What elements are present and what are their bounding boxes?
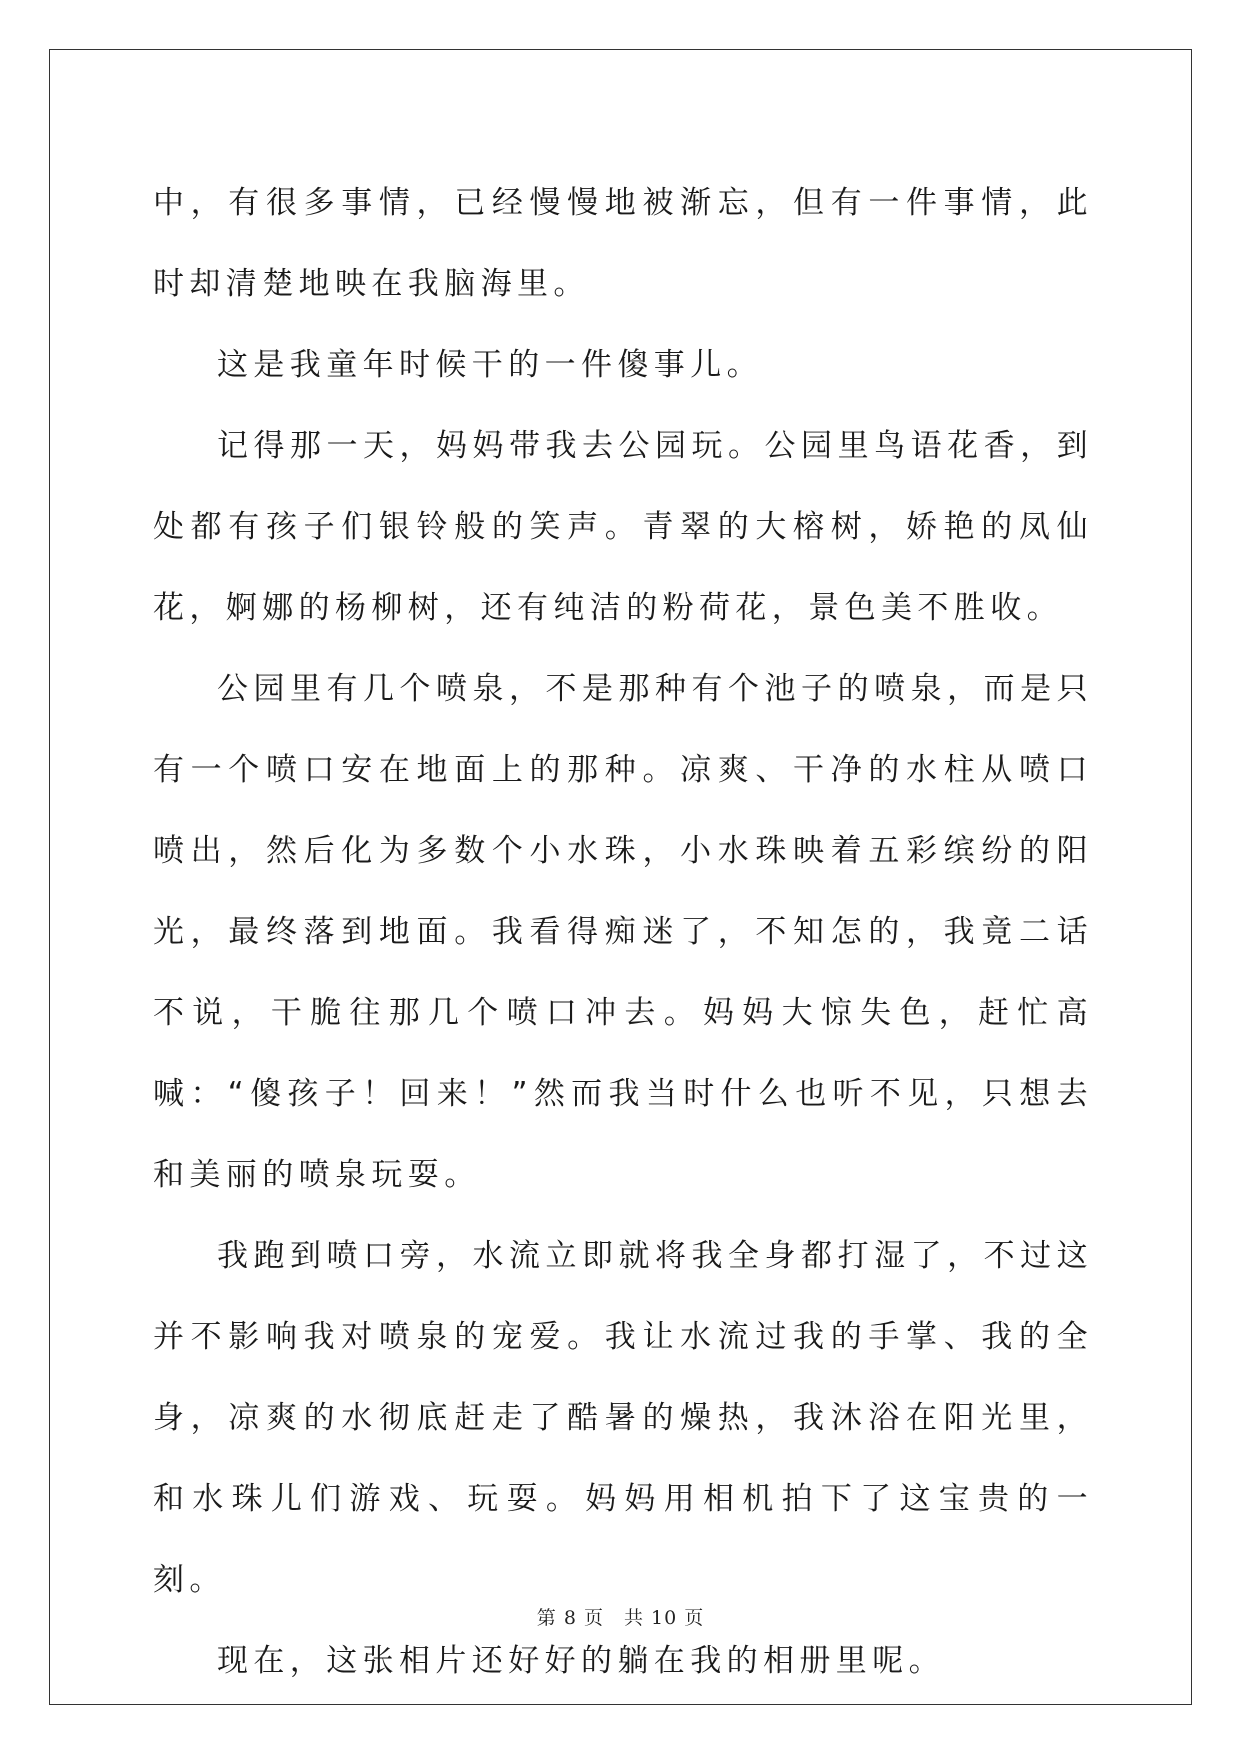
paragraph-2: 这是我童年时候干的一件傻事儿。: [217, 347, 763, 383]
page-number: 第 8 页: [536, 1607, 604, 1629]
document-body: [153, 163, 1093, 1702]
paragraph-5: 我跑到喷口旁，水流立即就将我全身都打湿了，不过这并不影响我对喷泉的宠爱。我让水流过我的手掌、我的全身，凉爽的水彻底赶走了酷暑的燥热，我沐浴在阳光里，和水珠儿们游戏、玩耍。妈妈用相机拍下了这宝贵的一刻。: [153, 1238, 1093, 1598]
paragraph-6: 现在，这张相片还好好的躺在我的相册里呢。: [217, 1643, 945, 1679]
paragraph-4: 公园里有几个喷泉，不是那种有个池子的喷泉，而是只有一个喷口安在地面上的那种。凉爽、干净的水柱从喷口喷出，然后化为多数个小水珠，小水珠映着五彩缤纷的阳光，最终落到地面。我看得痴迷了，不知怎的，我竟二话不说，干脆往那几个喷口冲去。妈妈大惊失色，赶忙高喊：“傻孩子！回来！”然而我当时什么也听不见，只想去和美丽的喷泉玩耍。: [153, 671, 1093, 1193]
paragraph-3: 记得那一天，妈妈带我去公园玩。公园里鸟语花香，到处都有孩子们银铃般的笑声。青翠的大榕树，娇艳的凤仙花，婀娜的杨柳树，还有纯洁的粉荷花，景色美不胜收。: [153, 428, 1093, 626]
paragraph-1: 中，有很多事情，已经慢慢地被渐忘，但有一件事情，此时却清楚地映在我脑海里。: [153, 185, 1093, 302]
page-total: 共 10 页: [623, 1607, 705, 1629]
page-footer: [0, 1603, 1241, 1630]
